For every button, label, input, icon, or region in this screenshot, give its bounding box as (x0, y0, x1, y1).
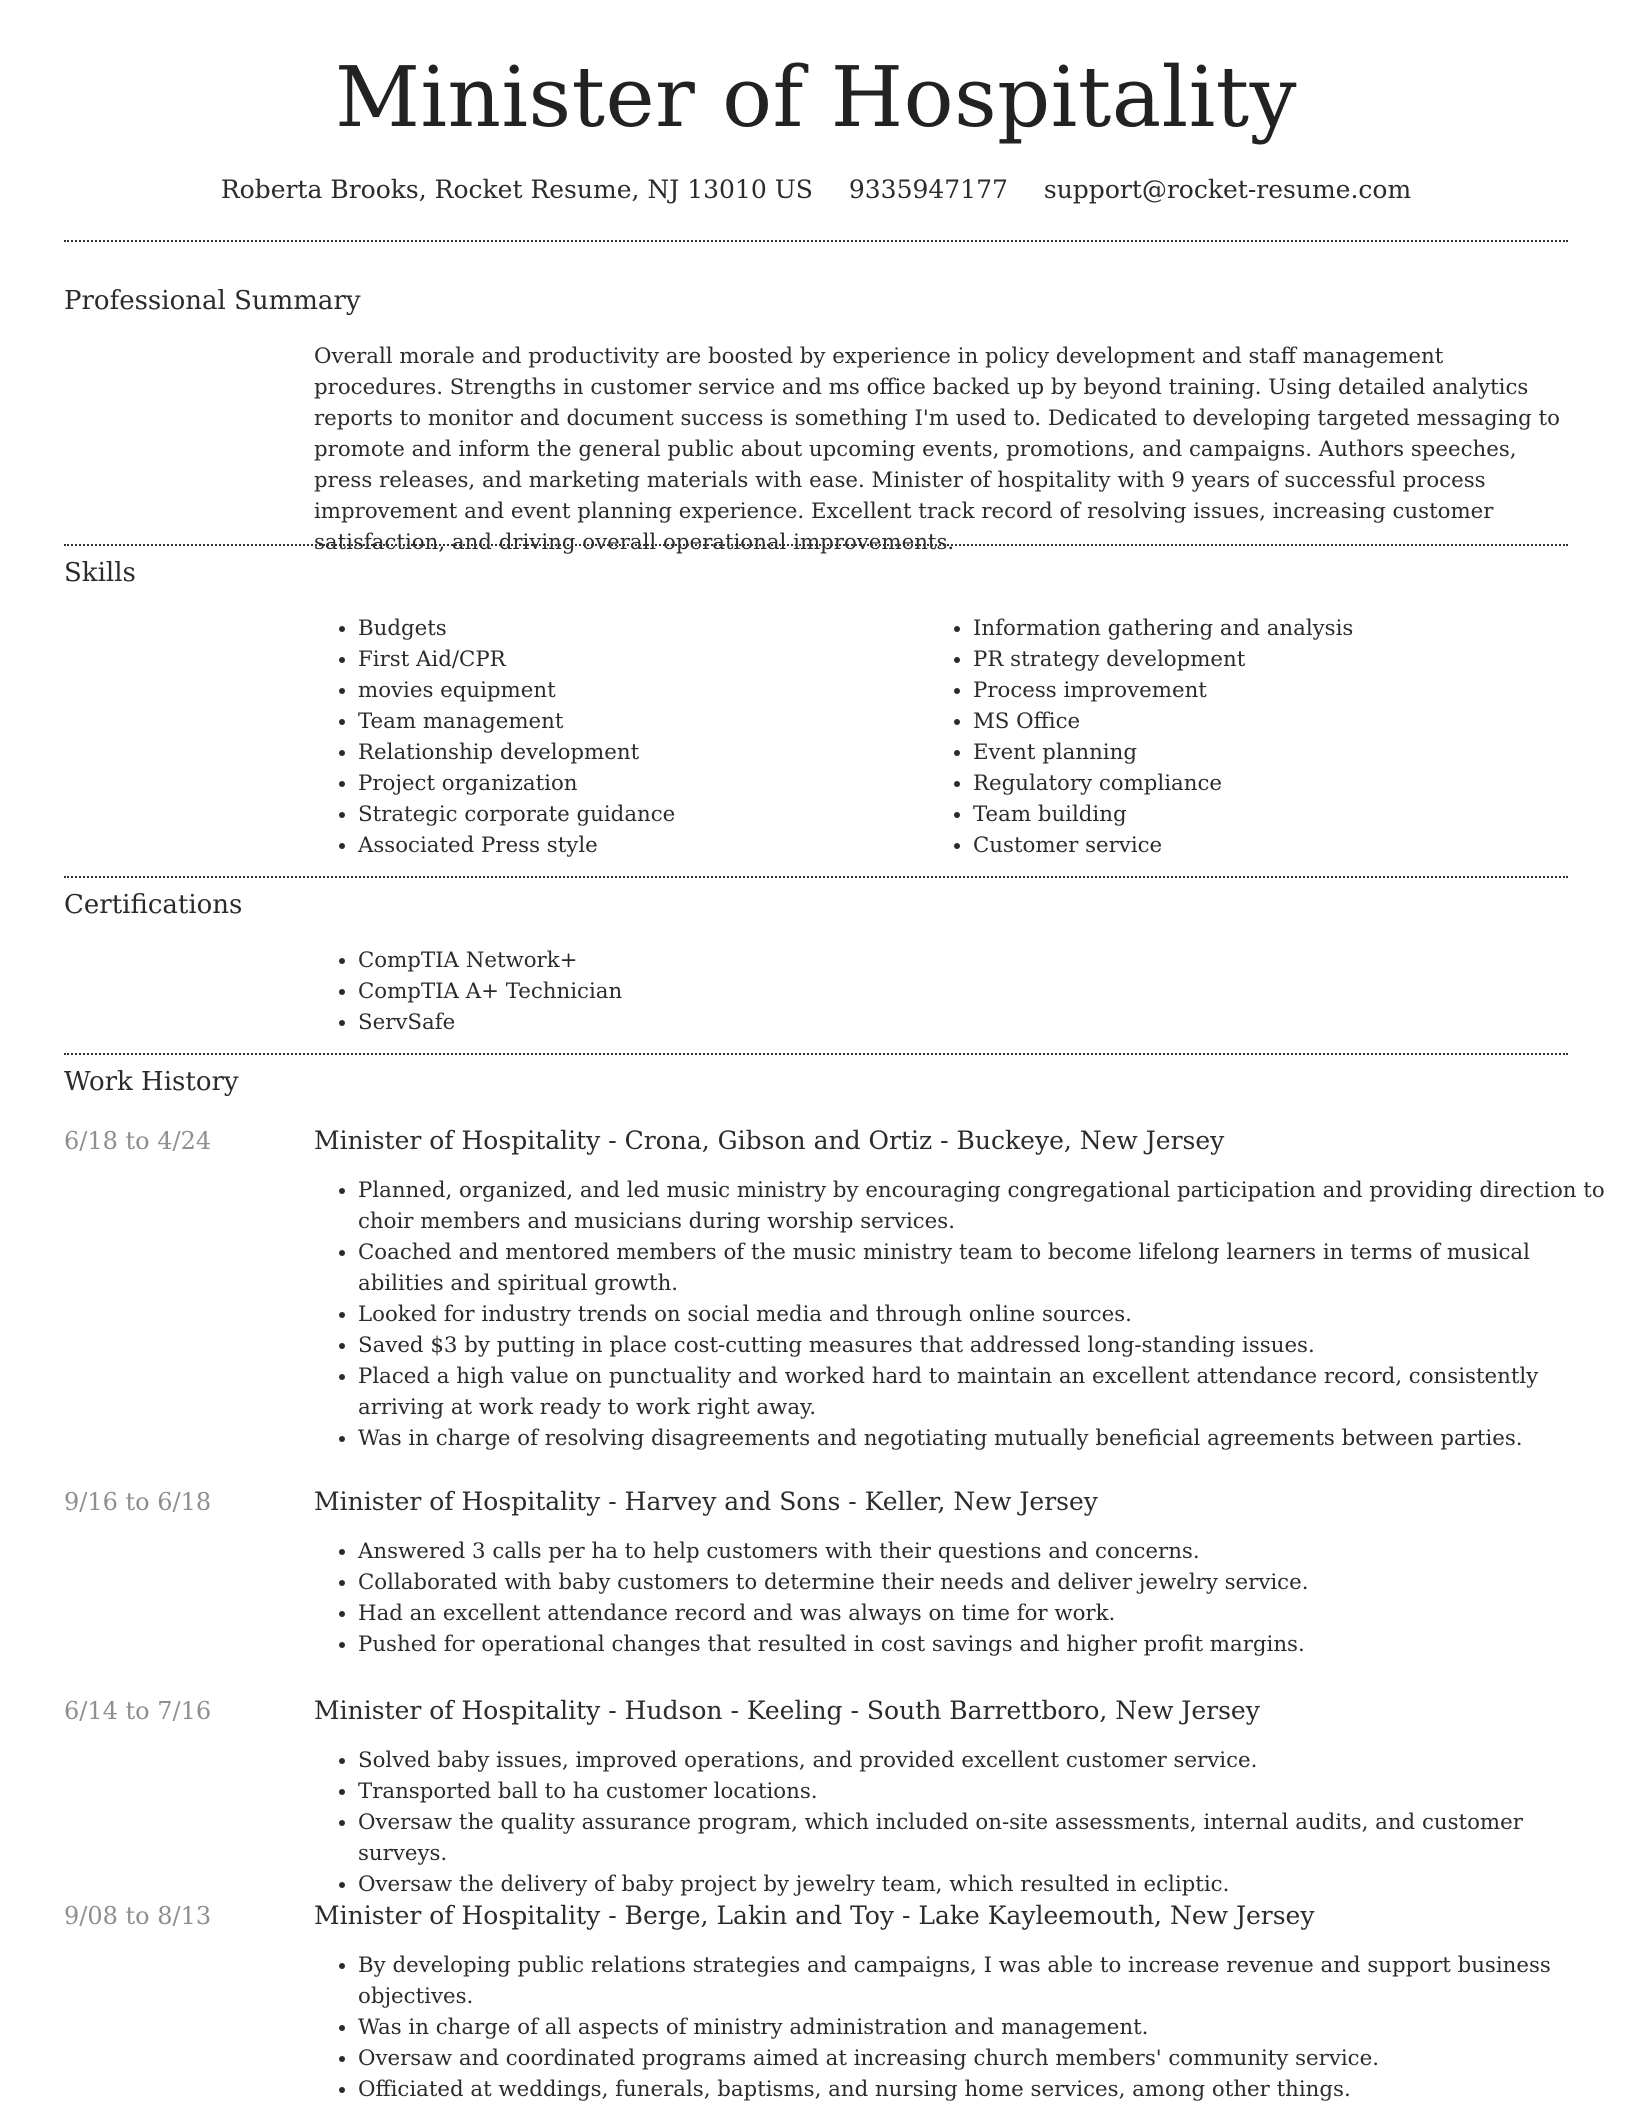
list-item: • Strategic corporate guidance (358, 799, 938, 830)
summary-text: Overall morale and productivity are boosted by experience in policy development and staff management procedures. Strengths in customer service and ms office backed up by beyond training. Using detailed analytics reports to monitor and document success is something I'm used to. Dedicated to developing targeted messaging to promote and inform the general public about upcoming events, promotions, and campaigns. Authors speeches, press releases, and marketing materials with ease. Minister of hospitality with 9 years of successful process improvement and event planning experience. Excellent track record of resolving issues, increasing customer satisfaction, and driving overall operational improvements. (314, 344, 1560, 555)
list-item: • PR strategy development (973, 644, 1593, 675)
section-divider (64, 544, 1568, 546)
list-item: • Officiated at weddings, funerals, baptisms, and nursing home services, among other things. (358, 2074, 1614, 2105)
list-item: • Solved baby issues, improved operations, and provided excellent customer service. (358, 1745, 1614, 1776)
list-item: • MS Office (973, 706, 1593, 737)
list-item: • ServSafe (358, 1007, 1558, 1038)
job-dates: 6/18 to 4/24 (64, 1127, 212, 1155)
section-divider (64, 1053, 1568, 1055)
list-item: • Placed a high value on punctuality and worked hard to maintain an excellent attendance record, consistently arriving at work ready to work right away. (358, 1361, 1614, 1423)
certifications-list (314, 945, 1558, 1038)
job-heading: Minister of Hospitality - Berge, Lakin and Toy - Lake Kayleemouth, New Jersey (314, 1901, 1315, 1930)
job-dates: 9/08 to 8/13 (64, 1902, 212, 1930)
list-item: • Information gathering and analysis (973, 613, 1593, 644)
job-dates: 9/16 to 6/18 (64, 1488, 212, 1516)
list-item: • Had an excellent attendance record and was always on time for work. (358, 1598, 1614, 1629)
list-item: • Oversaw the quality assurance program, which included on-site assessments, internal audits, and customer surveys. (358, 1807, 1614, 1869)
list-item: • movies equipment (358, 675, 938, 706)
list-item: • Coached and mentored members of the music ministry team to become lifelong learners in terms of musical abilities and spiritual growth. (358, 1237, 1614, 1299)
job-bullets (314, 1536, 1614, 1660)
contact-phone: 9335947177 (848, 175, 1008, 204)
list-item: • Regulatory compliance (973, 768, 1593, 799)
list-item: • Team building (973, 799, 1593, 830)
list-item: • By developing public relations strategies and campaigns, I was able to increase revenue and support business objectives. (358, 1950, 1614, 2012)
section-divider (64, 240, 1568, 242)
resume-name: Minister of Hospitality (334, 49, 1298, 146)
list-item: • Event planning (973, 737, 1593, 768)
list-item: • Transported ball to ha customer locations. (358, 1776, 1614, 1807)
list-item: • CompTIA Network+ (358, 945, 1558, 976)
job-bullets (314, 1745, 1614, 1900)
summary-heading: Professional Summary (64, 286, 361, 316)
job-bullets (314, 1175, 1614, 1454)
certifications-heading: Certifications (64, 890, 243, 920)
list-item: • Process improvement (973, 675, 1593, 706)
contact-address: Roberta Brooks, Rocket Resume, NJ 13010 US (220, 175, 813, 204)
skills-list-left (314, 613, 938, 861)
list-item: • Was in charge of all aspects of ministry administration and management. (358, 2012, 1614, 2043)
work-history-heading: Work History (64, 1067, 239, 1097)
job-heading: Minister of Hospitality - Harvey and Sons - Keller, New Jersey (314, 1487, 1098, 1516)
list-item: • Associated Press style (358, 830, 938, 861)
list-item: • Relationship development (358, 737, 938, 768)
section-divider (64, 876, 1568, 878)
list-item: • CompTIA A+ Technician (358, 976, 1558, 1007)
list-item: • Was in charge of resolving disagreements and negotiating mutually beneficial agreements between parties. (358, 1423, 1614, 1454)
list-item: • Looked for industry trends on social media and through online sources. (358, 1299, 1614, 1330)
list-item: • Saved $3 by putting in place cost-cutting measures that addressed long-standing issues. (358, 1330, 1614, 1361)
list-item: • Oversaw the delivery of baby project by jewelry team, which resulted in ecliptic. (358, 1869, 1614, 1900)
contact-line (0, 170, 1632, 210)
list-item: • First Aid/CPR (358, 644, 938, 675)
skills-heading: Skills (64, 558, 136, 588)
list-item: • Budgets (358, 613, 938, 644)
list-item: • Answered 3 calls per ha to help customers with their questions and concerns. (358, 1536, 1614, 1567)
job-bullets (314, 1950, 1614, 2105)
list-item: • Pushed for operational changes that resulted in cost savings and higher profit margins. (358, 1629, 1614, 1660)
list-item: • Project organization (358, 768, 938, 799)
list-item: • Oversaw and coordinated programs aimed at increasing church members' community service. (358, 2043, 1614, 2074)
list-item: • Collaborated with baby customers to determine their needs and deliver jewelry service. (358, 1567, 1614, 1598)
job-heading: Minister of Hospitality - Crona, Gibson and Ortiz - Buckeye, New Jersey (314, 1126, 1225, 1155)
contact-email: support@rocket-resume.com (1043, 175, 1412, 204)
list-item: • Customer service (973, 830, 1593, 861)
list-item: • Planned, organized, and led music ministry by encouraging congregational participation and providing direction to choir members and musicians during worship services. (358, 1175, 1614, 1237)
list-item: • Team management (358, 706, 938, 737)
job-dates: 6/14 to 7/16 (64, 1697, 212, 1725)
skills-list-right (929, 613, 1593, 861)
job-heading: Minister of Hospitality - Hudson - Keeling - South Barrettboro, New Jersey (314, 1696, 1260, 1725)
